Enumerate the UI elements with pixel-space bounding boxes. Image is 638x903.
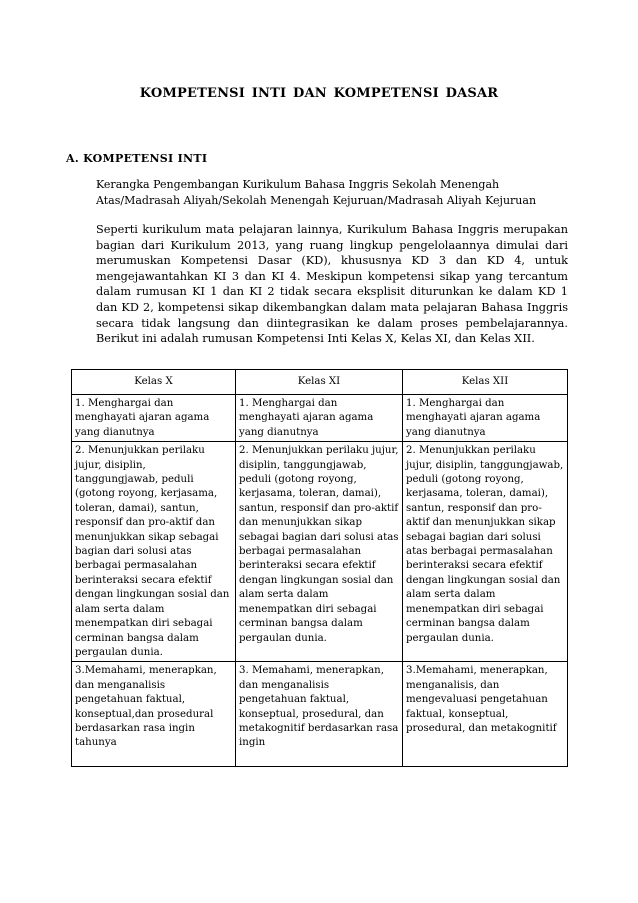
header-kelas-xii: Kelas XII — [403, 370, 568, 395]
table-header-row — [72, 370, 568, 395]
table-cell: 1. Menghargai dan menghayati ajaran agama yang dianutnya — [403, 395, 568, 442]
table-row — [72, 662, 568, 767]
header-kelas-xi: Kelas XI — [236, 370, 403, 395]
table-cell: 2. Menunjukkan perilaku jujur, disiplin, tanggungjawab, peduli (gotong royong, kerjasama, toleran, damai), santun, responsif dan pro-aktif dan menunjukkan sikap sebagai bagian dari solusi atas berbagai permasalahan berinteraksi secara efektif dengan lingkungan sosial dan alam serta dalam menempatkan diri sebagai cerminan bangsa dalam pergaulan dunia. — [236, 442, 403, 662]
table-cell: 2. Menunjukkan perilaku jujur, disiplin, tanggungjawab, peduli (gotong royong, kerjasama, toleran, damai), santun, responsif dan pro-aktif dan menunjukkan sikap sebagai bagian dari solusi atas berbagai permasalahan berinteraksi secara efektif dengan lingkungan sosial dan alam serta dalam menempatkan diri sebagai cerminan bangsa dalam pergaulan dunia. — [403, 442, 568, 662]
table-cell: 3. Memahami, menerapkan, dan menganalisis pengetahuan faktual, konseptual, prosedural, dan metakognitif berdasarkan rasa ingin — [236, 662, 403, 767]
table-cell: 1. Menghargai dan menghayati ajaran agama yang dianutnya — [236, 395, 403, 442]
table-cell: 1. Menghargai dan menghayati ajaran agama yang dianutnya — [72, 395, 236, 442]
section-heading: A. KOMPETENSI INTI — [66, 152, 208, 165]
table-cell: 3.Memahami, menerapkan, dan menganalisis pengetahuan faktual, konseptual,dan prosedural berdasarkan rasa ingin tahunya — [72, 662, 236, 767]
body-paragraph: Seperti kurikulum mata pelajaran lainnya, Kurikulum Bahasa Inggris merupakan bagian dari Kurikulum 2013, yang ruang lingkup pengelolaannya dimulai dari merumuskan Kompetensi Dasar (KD), khususnya KD 3 dan KD 4, untuk mengejawantahkan KI 3 dan KI 4. Meskipun kompetensi sikap yang tercantum dalam rumusan KI 1 dan KI 2 tidak secara eksplisit diturunkan ke dalam KD 1 dan KD 2, kompetensi sikap dikembangkan dalam mata pelajaran Bahasa Inggris secara tidak langsung dan diintegrasikan ke dalam proses pembelajarannya. Berikut ini adalah rumusan Kompetensi Inti Kelas X, Kelas XI, dan Kelas XII. — [96, 223, 568, 346]
header-kelas-x: Kelas X — [72, 370, 236, 395]
table-cell: 3.Memahami, menerapkan, menganalisis, dan mengevaluasi pengetahuan faktual, konseptual, prosedural, dan metakognitif — [403, 662, 568, 767]
table-row — [72, 395, 568, 442]
table-cell: 2. Menunjukkan perilaku jujur, disiplin, tanggungjawab, peduli (gotong royong, kerjasama, toleran, damai), santun, responsif dan pro-aktif dan menunjukkan sikap sebagai bagian dari solusi atas berbagai permasalahan berinteraksi secara efektif dengan lingkungan sosial dan alam serta dalam menempatkan diri sebagai cerminan bangsa dalam pergaulan dunia. — [72, 442, 236, 662]
page-title: KOMPETENSI INTI DAN KOMPETENSI DASAR — [139, 86, 499, 101]
intro-paragraph: Kerangka Pengembangan Kurikulum Bahasa Inggris Sekolah Menengah Atas/Madrasah Aliyah/Sekolah Menengah Kejuruan/Madrasah Aliyah Kejuruan — [96, 178, 537, 207]
kompetensi-inti-table — [71, 369, 568, 767]
table-row — [72, 442, 568, 662]
